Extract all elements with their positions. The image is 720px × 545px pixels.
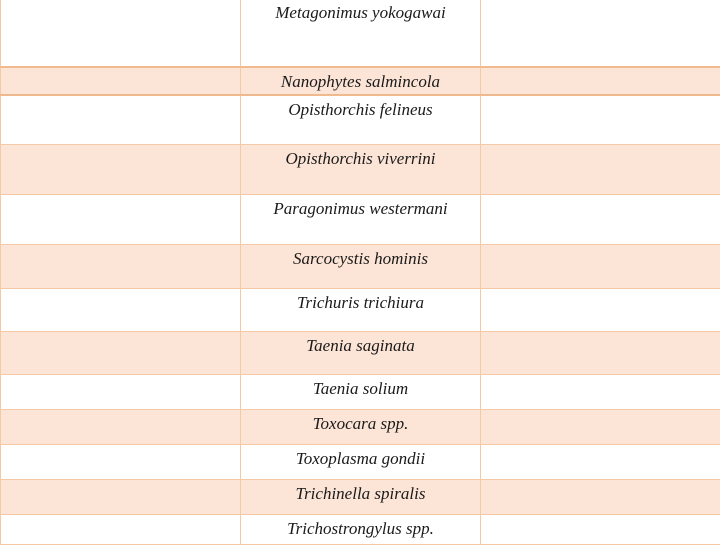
empty-cell-right [481, 95, 720, 145]
table-body [1, 0, 720, 545]
empty-cell-right [481, 245, 720, 289]
table-row [1, 67, 720, 95]
empty-cell-left [1, 0, 241, 67]
empty-cell-right [481, 332, 720, 375]
empty-cell-right [481, 289, 720, 332]
species-cell [241, 67, 481, 95]
empty-cell-right [481, 375, 720, 410]
table-row [1, 445, 720, 480]
species-name: Sarcocystis hominis [241, 245, 480, 269]
species-name: Paragonimus westermani [241, 195, 480, 219]
species-name: Taenia saginata [241, 332, 480, 356]
table-row [1, 145, 720, 195]
empty-cell-right [481, 0, 720, 67]
species-name: Toxoplasma gondii [241, 445, 480, 469]
species-name: Metagonimus yokogawai [241, 0, 480, 23]
table-row [1, 332, 720, 375]
species-name: Trichuris trichiura [241, 289, 480, 313]
species-name: Trichinella spiralis [241, 480, 480, 504]
species-name: Trichostrongylus spp. [241, 515, 480, 539]
empty-cell-left [1, 289, 241, 332]
empty-cell-left [1, 145, 241, 195]
species-name: Opisthorchis viverrini [241, 145, 480, 169]
empty-cell-left [1, 95, 241, 145]
species-cell [241, 95, 481, 145]
empty-cell-right [481, 195, 720, 245]
species-cell [241, 375, 481, 410]
empty-cell-left [1, 332, 241, 375]
table-row [1, 480, 720, 515]
table-row [1, 195, 720, 245]
empty-cell-right [481, 67, 720, 95]
table-row [1, 375, 720, 410]
empty-cell-right [481, 410, 720, 445]
table-row [1, 95, 720, 145]
table-row [1, 0, 720, 67]
empty-cell-left [1, 375, 241, 410]
species-cell [241, 480, 481, 515]
empty-cell-right [481, 480, 720, 515]
empty-cell-left [1, 445, 241, 480]
empty-cell-right [481, 145, 720, 195]
empty-cell-right [481, 445, 720, 480]
species-cell [241, 195, 481, 245]
table-row [1, 289, 720, 332]
table-row [1, 515, 720, 545]
species-name: Nanophytes salmincola [241, 68, 480, 92]
species-cell [241, 145, 481, 195]
empty-cell-left [1, 67, 241, 95]
table-row [1, 410, 720, 445]
species-cell [241, 410, 481, 445]
species-name: Opisthorchis felineus [241, 96, 480, 120]
species-cell [241, 289, 481, 332]
species-cell [241, 245, 481, 289]
species-cell [241, 0, 481, 67]
species-cell [241, 515, 481, 545]
species-cell [241, 332, 481, 375]
empty-cell-left [1, 245, 241, 289]
empty-cell-left [1, 410, 241, 445]
empty-cell-left [1, 515, 241, 545]
species-cell [241, 445, 481, 480]
empty-cell-left [1, 480, 241, 515]
table-row [1, 245, 720, 289]
empty-cell-right [481, 515, 720, 545]
empty-cell-left [1, 195, 241, 245]
species-name: Toxocara spp. [241, 410, 480, 434]
species-name: Taenia solium [241, 375, 480, 399]
